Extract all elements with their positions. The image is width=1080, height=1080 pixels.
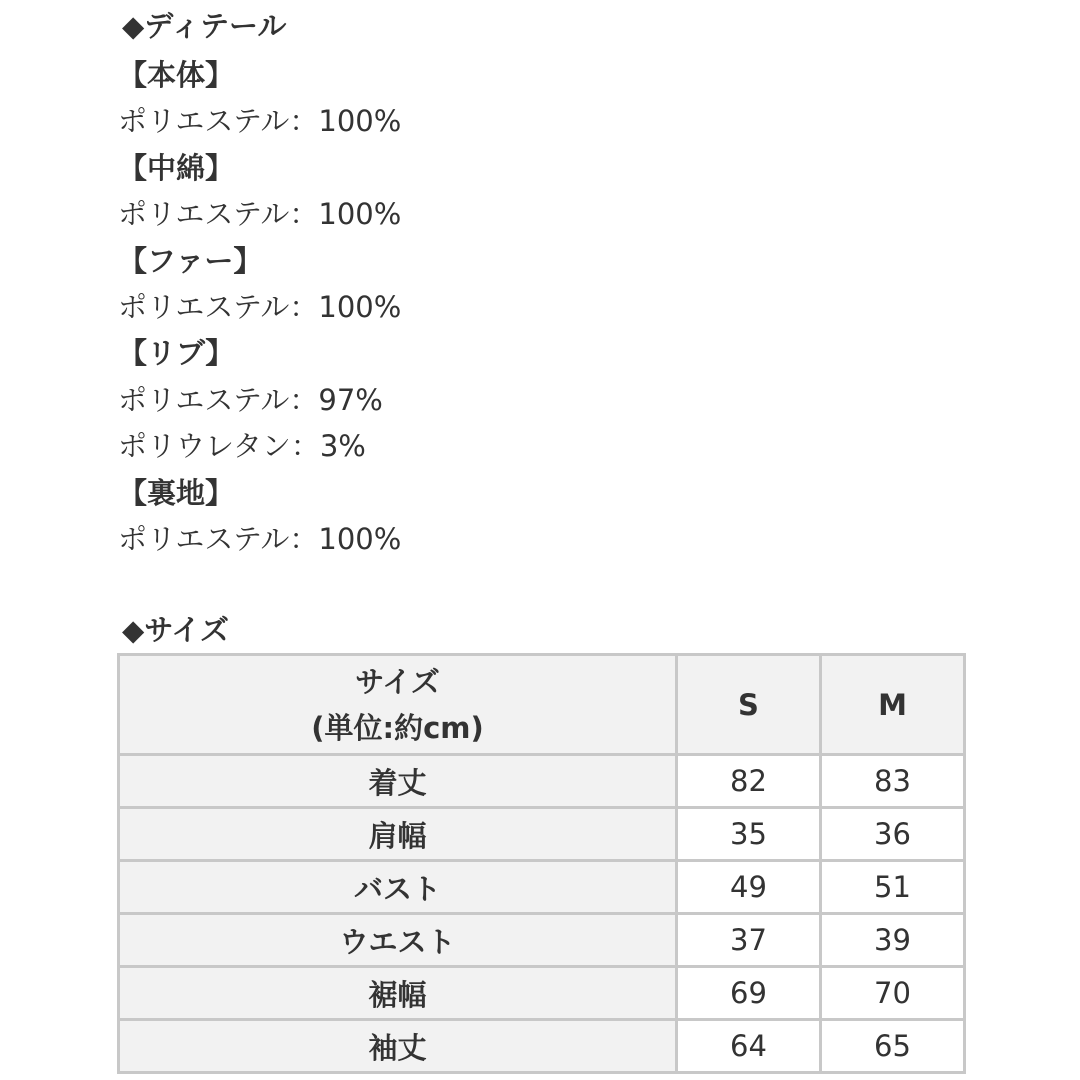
- material-section-fur: 【ファー】: [118, 243, 263, 278]
- size-s-value: 69: [677, 967, 821, 1020]
- size-m-header: M: [821, 655, 965, 755]
- size-m-value: 39: [821, 914, 965, 967]
- material-line: ポリエステル：97%: [118, 382, 383, 417]
- material-list: [118, 52, 401, 562]
- measurement-label: ウエスト: [119, 914, 677, 967]
- size-s-value: 64: [677, 1020, 821, 1073]
- material-line: ポリエステル：100%: [118, 521, 402, 556]
- size-s-value: 49: [677, 861, 821, 914]
- measurement-label: 袖丈: [119, 1020, 677, 1073]
- size-s-value: 35: [677, 808, 821, 861]
- material-line: ポリウレタン：3%: [118, 429, 366, 464]
- table-row: [119, 861, 965, 914]
- size-header-label: サイズ: [355, 664, 440, 699]
- size-heading: ◆サイズ: [122, 613, 229, 647]
- table-row: [119, 755, 965, 808]
- size-m-value: 70: [821, 967, 965, 1020]
- table-row: [119, 967, 965, 1020]
- material-section-rib: 【リブ】: [118, 336, 235, 371]
- size-m-value: 51: [821, 861, 965, 914]
- size-header-unit: (単位:約cm): [311, 710, 484, 745]
- measurement-label: バスト: [119, 861, 677, 914]
- material-line: ポリエステル：100%: [118, 104, 402, 139]
- size-m-value: 36: [821, 808, 965, 861]
- material-line: ポリエステル：100%: [118, 289, 402, 324]
- measurement-label: 着丈: [119, 755, 677, 808]
- size-s-value: 82: [677, 755, 821, 808]
- measurement-label: 肩幅: [119, 808, 677, 861]
- size-label-header: [119, 655, 677, 755]
- material-line: ポリエステル：100%: [118, 197, 402, 232]
- table-row: [119, 808, 965, 861]
- size-s-header: S: [677, 655, 821, 755]
- size-m-value: 65: [821, 1020, 965, 1073]
- size-table: [117, 653, 966, 1074]
- material-section-filling: 【中綿】: [118, 150, 235, 185]
- table-row: [119, 914, 965, 967]
- size-table-header-row: [119, 655, 965, 755]
- measurement-label: 裾幅: [119, 967, 677, 1020]
- detail-heading: ◆ディテール: [122, 9, 287, 43]
- material-section-body: 【本体】: [118, 58, 235, 92]
- table-row: [119, 1020, 965, 1073]
- material-section-lining: 【裏地】: [118, 475, 235, 510]
- size-s-value: 37: [677, 914, 821, 967]
- size-m-value: 83: [821, 755, 965, 808]
